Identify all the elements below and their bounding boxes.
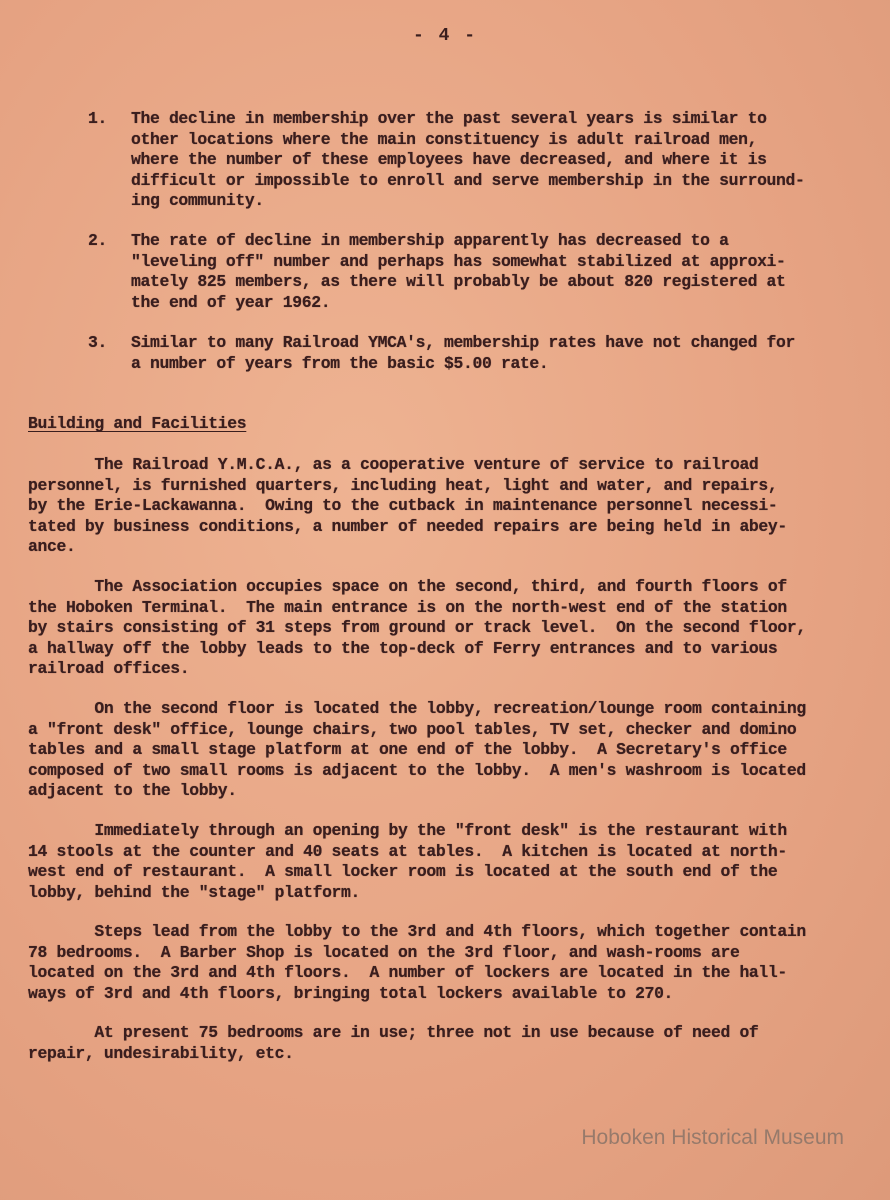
item-number: 3. — [88, 333, 107, 352]
paragraph-second-floor: On the second floor is located the lobby, recreation/lounge room containing a "front desk" office, lounge chairs, two pool tables, TV set, checker and domino tables and a small stage platform at one end of the lobby. A Secretary's office composed of two small rooms is adjacent to the lobby. A men's washroom is located adjacent to the lobby. — [28, 699, 806, 800]
numbered-item-3 — [88, 333, 848, 415]
numbered-item-1 — [88, 109, 848, 210]
paragraph-bedrooms: Steps lead from the lobby to the 3rd and 4th floors, which together contain 78 bedrooms. A Barber Shop is located on the 3rd floor, and wash-rooms are located on the 3rd and 4th floors. A number of lockers are located in the hall- ways of 3rd and 4th floors, bringing total lockers available to 270. — [28, 922, 806, 1003]
paragraph-restaurant: Immediately through an opening by the "front desk" is the restaurant with 14 stools at the counter and 40 seats at tables. A kitchen is located at north- west end of restaurant. A small locker room is located at the south end of the lobby, behind the "stage" platform. — [28, 821, 787, 902]
item-number: 2. — [88, 231, 107, 250]
item-text: The decline in membership over the past several years is similar to other locations where the main constituency is adult railroad men, where the number of these employees have decreased, and where it is difficult or impossible to enroll and serve membership in the surround- ing community. — [131, 109, 805, 210]
page-number: - 4 - — [412, 26, 477, 46]
item-number: 1. — [88, 109, 107, 128]
paragraph-association-space: The Association occupies space on the second, third, and fourth floors of the Hoboken Terminal. The main entrance is on the north-west end of the station by stairs consisting of 31 steps from ground or track level. On the second floor, a hallway off the lobby leads to the top-deck of Ferry entrances and to various railroad offices. — [28, 577, 806, 678]
item-text: Similar to many Railroad YMCA's, membership rates have not changed for a number of years from the basic $5.00 rate. — [131, 333, 796, 373]
paragraph-railroad-ymca: The Railroad Y.M.C.A., as a cooperative venture of service to railroad personnel, is furnished quarters, including heat, light and water, and repairs, by the Erie-Lackawanna. Owing to the cutback in maintenance personnel necessi- tated by business conditions, a number of needed repairs are being held in abey- ance. — [28, 455, 787, 556]
item-text: The rate of decline in membership apparently has decreased to a "leveling off" number and perhaps has somewhat stabilized at approxi- mately 825 members, as there will probably be about 820 registered at the end of year 1962. — [131, 231, 786, 312]
paragraph-bedrooms-in-use: At present 75 bedrooms are in use; three not in use because of need of repair, undesirability, etc. — [28, 1023, 759, 1063]
museum-watermark: Hoboken Historical Museum — [581, 1126, 844, 1149]
numbered-item-2 — [88, 231, 848, 313]
section-heading: Building and Facilities — [28, 414, 247, 433]
